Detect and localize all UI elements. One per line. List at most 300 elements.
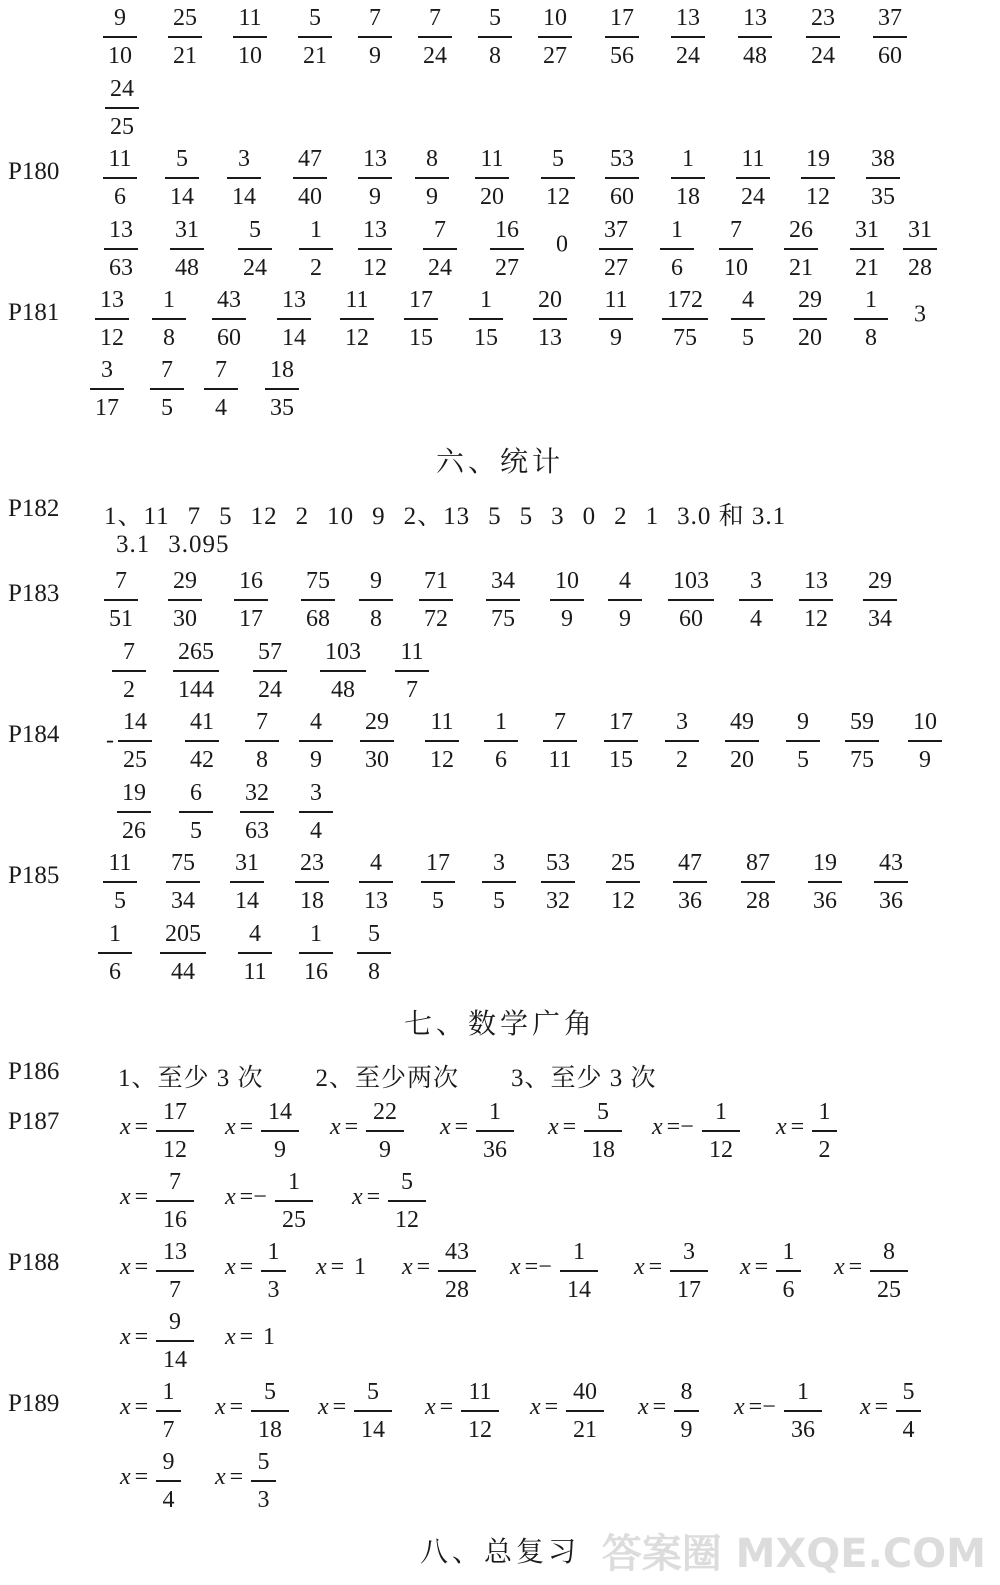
- denominator: 21: [789, 254, 813, 281]
- fraction-answer: [218, 0, 282, 74]
- numerator: 11: [480, 146, 504, 172]
- denominator: 72: [424, 605, 448, 632]
- numerator: 103: [325, 639, 361, 665]
- equation-lhs: x =: [860, 1394, 889, 1420]
- denominator: 60: [610, 183, 634, 210]
- fraction-answer: [471, 563, 535, 637]
- denominator: 8: [489, 42, 501, 69]
- numerator: 9: [162, 1449, 175, 1475]
- fraction-answer: [408, 212, 472, 286]
- numerator: 10: [543, 5, 567, 31]
- denominator: 24: [428, 254, 452, 281]
- equation-fraction: [251, 1374, 289, 1448]
- equation-lhs: x =−: [652, 1114, 694, 1140]
- denominator: 12: [546, 183, 570, 210]
- equation-lhs: x =−: [510, 1254, 552, 1280]
- equation-fraction: [156, 1304, 194, 1378]
- page-label-p180: P180: [8, 158, 60, 185]
- denominator: 5: [742, 324, 754, 351]
- numerator: 5: [257, 1449, 270, 1475]
- denominator: 12: [611, 887, 635, 914]
- numerator: 40: [573, 1379, 597, 1405]
- numerator: 49: [730, 709, 754, 735]
- fraction-answer: [153, 0, 217, 74]
- numerator: 265: [178, 639, 214, 665]
- numerator: 9: [169, 1309, 181, 1335]
- fraction-answer: [97, 634, 161, 708]
- fraction-answer: [658, 845, 722, 919]
- equation-fraction: [896, 1374, 921, 1448]
- numerator: 14: [123, 709, 147, 735]
- stat-answer: 7: [187, 503, 202, 530]
- denominator: 11: [243, 958, 267, 985]
- stat-answer: 5: [488, 503, 502, 530]
- denominator: 10: [238, 42, 262, 69]
- numerator: 71: [424, 568, 448, 594]
- numerator: 11: [468, 1379, 492, 1405]
- denominator: 12: [163, 1136, 187, 1163]
- denominator: 14: [232, 183, 256, 210]
- denominator: 4: [902, 1416, 915, 1443]
- numerator: 31: [235, 850, 259, 876]
- denominator: 34: [171, 887, 195, 914]
- equation-fraction: [776, 1234, 801, 1308]
- denominator: 9: [610, 324, 622, 351]
- denominator: 40: [298, 183, 322, 210]
- fraction-answer: [389, 282, 453, 356]
- fraction-answer: [848, 563, 912, 637]
- math-corner-answer: 2、至少两次: [315, 1065, 460, 1092]
- numerator: 34: [491, 568, 515, 594]
- fraction-answer: [403, 0, 467, 74]
- denominator: 68: [306, 605, 330, 632]
- fraction-answer: [380, 634, 444, 708]
- fraction-answer: [584, 282, 648, 356]
- numerator: 43: [879, 850, 903, 876]
- denominator: 25: [282, 1206, 306, 1233]
- integer-value: 1: [354, 1254, 366, 1280]
- fraction-answer: [150, 141, 214, 215]
- numerator: 3: [676, 709, 688, 735]
- numerator: 25: [611, 850, 635, 876]
- denominator: 17: [95, 394, 119, 421]
- numerator: 53: [610, 146, 634, 172]
- numerator: 19: [806, 146, 830, 172]
- denominator: 12: [709, 1136, 733, 1163]
- numerator: 1: [109, 921, 121, 947]
- denominator: 36: [791, 1416, 815, 1443]
- stat-answer: 2: [295, 503, 310, 530]
- stat-answer: 2: [614, 503, 628, 530]
- numerator: 11: [238, 5, 262, 31]
- numerator: 22: [373, 1099, 397, 1125]
- denominator: 6: [495, 746, 507, 773]
- fraction-answer: [197, 282, 261, 356]
- equation-lhs: x =: [548, 1114, 577, 1140]
- equation-fraction: [584, 1094, 622, 1168]
- numerator: 1: [288, 1169, 300, 1195]
- fraction-answer: [283, 0, 347, 74]
- numerator: 16: [495, 217, 519, 243]
- denominator: 35: [270, 394, 294, 421]
- equation-fraction: [261, 1234, 286, 1308]
- fraction-answer: [225, 775, 289, 849]
- denominator: 10: [108, 42, 132, 69]
- numerator: 13: [804, 568, 828, 594]
- numerator: 11: [345, 287, 369, 313]
- denominator: 3: [267, 1276, 280, 1303]
- numerator: 5: [597, 1099, 609, 1125]
- numerator: 205: [165, 921, 201, 947]
- denominator: 21: [573, 1416, 597, 1443]
- equation-lhs: x =: [225, 1324, 254, 1350]
- denominator: 2: [310, 254, 322, 281]
- denominator: 9: [561, 605, 573, 632]
- section-heading-math-corner: 七、数学广角: [403, 1007, 596, 1040]
- denominator: 12: [806, 183, 830, 210]
- numerator: 7: [429, 5, 441, 31]
- fraction-answer: [151, 845, 215, 919]
- numerator: 11: [430, 709, 454, 735]
- fraction-answer: [88, 845, 152, 919]
- equation-fraction: [566, 1374, 604, 1448]
- stat-answer: 3: [551, 503, 565, 530]
- fraction-answer: [460, 141, 524, 215]
- stat-answer: 3.1: [116, 531, 151, 558]
- equation-lhs: x =: [638, 1394, 667, 1420]
- numerator: 20: [538, 287, 562, 313]
- denominator: 32: [546, 887, 570, 914]
- fraction-answer: [830, 704, 894, 778]
- p181-integer-answer: 3: [914, 301, 926, 328]
- fraction-answer: [793, 845, 857, 919]
- numerator: 25: [173, 5, 197, 31]
- numerator: 29: [798, 287, 822, 313]
- numerator: 7: [215, 357, 227, 383]
- denominator: 15: [474, 324, 498, 351]
- fraction-answer: [278, 141, 342, 215]
- equation-lhs: x =: [318, 1394, 347, 1420]
- denominator: 14: [163, 1346, 187, 1373]
- denominator: 20: [730, 746, 754, 773]
- denominator: 26: [122, 817, 146, 844]
- fraction-answer: [589, 704, 653, 778]
- fraction-answer: [710, 704, 774, 778]
- numerator: 14: [268, 1099, 292, 1125]
- denominator: 12: [430, 746, 454, 773]
- denominator: 21: [303, 42, 327, 69]
- denominator: 12: [468, 1416, 492, 1443]
- fraction-answer: [343, 0, 407, 74]
- fraction-answer: [164, 775, 228, 849]
- denominator: 17: [239, 605, 263, 632]
- fraction-answer: [410, 704, 474, 778]
- denominator: 5: [190, 817, 202, 844]
- denominator: 14: [567, 1276, 591, 1303]
- denominator: 30: [365, 746, 389, 773]
- denominator: 9: [379, 1136, 391, 1163]
- stat-answer: 9: [372, 503, 386, 530]
- equation-fraction: [812, 1094, 837, 1168]
- equation-fraction: [275, 1164, 313, 1238]
- denominator: 16: [304, 958, 328, 985]
- numerator: 3: [750, 568, 762, 594]
- numerator: 7: [730, 217, 742, 243]
- numerator: 11: [604, 287, 628, 313]
- page-label-p189: P189: [8, 1390, 60, 1417]
- fraction-answer: [650, 704, 714, 778]
- numerator: 31: [175, 217, 199, 243]
- equation-lhs: x =: [215, 1394, 244, 1420]
- numerator: 24: [110, 76, 134, 102]
- page-label-p185: P185: [8, 862, 60, 889]
- numerator: 11: [108, 146, 132, 172]
- numerator: 9: [797, 709, 809, 735]
- denominator: 5: [161, 394, 173, 421]
- fraction-answer: [153, 563, 217, 637]
- fraction-answer: [311, 634, 375, 708]
- numerator: 6: [190, 780, 202, 806]
- numerator: 10: [555, 568, 579, 594]
- fraction-answer: [284, 775, 348, 849]
- equation-lhs: x =: [530, 1394, 559, 1420]
- numerator: 1: [818, 1099, 831, 1125]
- numerator: 3: [683, 1239, 695, 1265]
- numerator: 43: [445, 1239, 469, 1265]
- fraction-answer: [454, 282, 518, 356]
- numerator: 3: [493, 850, 505, 876]
- section-heading-statistics: 六、统计: [435, 445, 564, 478]
- stat-answer: 5: [519, 503, 534, 530]
- denominator: 24: [676, 42, 700, 69]
- numerator: 1: [573, 1239, 585, 1265]
- numerator: 8: [883, 1239, 895, 1265]
- numerator: 5: [902, 1379, 915, 1405]
- fraction-answer: [223, 916, 287, 990]
- denominator: 18: [676, 183, 700, 210]
- fraction-answer: [280, 845, 344, 919]
- denominator: 9: [426, 183, 438, 210]
- denominator: 6: [782, 1276, 795, 1303]
- denominator: 7: [162, 1416, 175, 1443]
- page-label-p188: P188: [8, 1249, 60, 1276]
- denominator: 6: [109, 958, 121, 985]
- fraction-answer: [80, 282, 144, 356]
- equation-fraction: [156, 1094, 194, 1168]
- denominator: 8: [256, 746, 268, 773]
- numerator: 5: [368, 921, 380, 947]
- numerator: 32: [245, 780, 269, 806]
- fraction-answer: [137, 282, 201, 356]
- fraction-answer: [771, 704, 835, 778]
- numerator: 7: [115, 568, 127, 594]
- fraction-answer: [716, 282, 780, 356]
- fraction-answer: [83, 916, 147, 990]
- equation-lhs: x =: [316, 1254, 345, 1280]
- denominator: 24: [258, 676, 282, 703]
- denominator: 63: [109, 254, 133, 281]
- denominator: 6: [114, 183, 126, 210]
- denominator: 12: [804, 605, 828, 632]
- fraction-answer: [284, 916, 348, 990]
- fraction-answer: [584, 212, 648, 286]
- numerator: 17: [163, 1099, 187, 1125]
- equation-lhs: x =: [440, 1114, 469, 1140]
- numerator: 41: [190, 709, 214, 735]
- numerator: 1: [671, 217, 683, 243]
- fraction-answer: [653, 282, 717, 356]
- fraction-answer: [284, 212, 348, 286]
- denominator: 9: [369, 183, 381, 210]
- denominator: 36: [483, 1136, 507, 1163]
- fraction-answer: [839, 282, 903, 356]
- denominator: 2: [818, 1136, 831, 1163]
- p182-answers-line2: [116, 531, 248, 559]
- numerator: 3: [238, 146, 250, 172]
- numerator: 8: [680, 1379, 693, 1405]
- equation-fraction: [476, 1094, 514, 1168]
- fraction-answer: [75, 352, 139, 426]
- denominator: 36: [678, 887, 702, 914]
- denominator: 9: [619, 605, 631, 632]
- fraction-answer: [645, 212, 709, 286]
- fraction-answer: [212, 141, 276, 215]
- denominator: 44: [171, 958, 195, 985]
- fraction-answer: [90, 71, 154, 145]
- numerator: 103: [673, 568, 709, 594]
- denominator: 9: [919, 746, 931, 773]
- fraction-answer: [406, 845, 470, 919]
- numerator: 7: [369, 5, 381, 31]
- fraction-answer: [342, 916, 406, 990]
- denominator: 60: [217, 324, 241, 351]
- page-label-p184: P184: [8, 721, 60, 748]
- numerator: 47: [678, 850, 702, 876]
- numerator: 13: [282, 287, 306, 313]
- fraction-answer: [591, 845, 655, 919]
- denominator: 15: [609, 746, 633, 773]
- fraction-answer: [859, 845, 923, 919]
- equation-fraction: [674, 1374, 699, 1448]
- numerator: 13: [109, 217, 133, 243]
- fraction-answer: [467, 845, 531, 919]
- equation-fraction: [784, 1374, 822, 1448]
- fraction-answer: [469, 704, 533, 778]
- fraction-answer: [724, 563, 788, 637]
- stat-answer: 3.0 和 3.1: [677, 503, 787, 530]
- fraction-answer: [325, 282, 389, 356]
- denominator: 51: [109, 605, 133, 632]
- denominator: 12: [363, 254, 387, 281]
- numerator: 9: [370, 568, 382, 594]
- fraction-answer: [89, 563, 153, 637]
- numerator: 31: [855, 217, 879, 243]
- denominator: 9: [680, 1416, 693, 1443]
- denominator: 28: [445, 1276, 469, 1303]
- numerator: 4: [310, 709, 322, 735]
- numerator: 5: [489, 5, 501, 31]
- denominator: 13: [364, 887, 388, 914]
- numerator: 29: [365, 709, 389, 735]
- fraction-answer: [343, 141, 407, 215]
- numerator: 19: [122, 780, 146, 806]
- denominator: 8: [163, 324, 175, 351]
- equation-fraction: [354, 1374, 392, 1448]
- numerator: 17: [610, 5, 634, 31]
- numerator: 23: [811, 5, 835, 31]
- fraction-answer: [888, 212, 952, 286]
- denominator: 13: [538, 324, 562, 351]
- fraction-answer: [164, 634, 228, 708]
- fraction-answer: [475, 212, 539, 286]
- numerator: 1: [797, 1379, 809, 1405]
- denominator: 48: [331, 676, 355, 703]
- denominator: 9: [310, 746, 322, 773]
- numerator: 17: [609, 709, 633, 735]
- denominator: 18: [258, 1416, 282, 1443]
- numerator: 29: [173, 568, 197, 594]
- equation-fraction: [670, 1234, 708, 1308]
- numerator: 7: [434, 217, 446, 243]
- denominator: 24: [423, 42, 447, 69]
- numerator: 5: [552, 146, 564, 172]
- numerator: 1: [310, 217, 322, 243]
- numerator: 17: [426, 850, 450, 876]
- equation-lhs: x =: [634, 1254, 663, 1280]
- fraction-answer: [219, 563, 283, 637]
- p186-answers: [118, 1058, 709, 1094]
- fraction-answer: [593, 563, 657, 637]
- equation-fraction: [251, 1444, 276, 1518]
- site-watermark: 答案圈 MXQE.COM: [601, 1531, 986, 1577]
- denominator: 14: [170, 183, 194, 210]
- denominator: 48: [175, 254, 199, 281]
- denominator: 14: [282, 324, 306, 351]
- numerator: 1: [267, 1239, 280, 1265]
- numerator: 172: [667, 287, 703, 313]
- math-corner-answer: 1、至少 3 次: [118, 1065, 264, 1092]
- numerator: 1: [480, 287, 492, 313]
- fraction-answer: [656, 141, 720, 215]
- denominator: 9: [369, 42, 381, 69]
- denominator: 27: [604, 254, 628, 281]
- denominator: 63: [245, 817, 269, 844]
- denominator: 20: [798, 324, 822, 351]
- fraction-answer: [88, 141, 152, 215]
- equation-lhs: x =: [352, 1184, 381, 1210]
- equation-lhs: x =: [225, 1254, 254, 1280]
- numerator: 13: [363, 146, 387, 172]
- denominator: 24: [811, 42, 835, 69]
- p182-answers-line1: [104, 496, 804, 532]
- denominator: 28: [908, 254, 932, 281]
- fraction-answer: [463, 0, 527, 74]
- numerator: 7: [169, 1169, 181, 1195]
- fraction-answer: [721, 141, 785, 215]
- equation-lhs: x =: [425, 1394, 454, 1420]
- numerator: 11: [400, 639, 424, 665]
- numerator: 17: [409, 287, 433, 313]
- numerator: 1: [782, 1239, 795, 1265]
- stat-answer: 10: [327, 503, 355, 530]
- equation-fraction: [870, 1234, 908, 1308]
- numerator: 1: [682, 146, 694, 172]
- integer-value: 1: [263, 1324, 275, 1350]
- denominator: 7: [406, 676, 418, 703]
- numerator: 5: [309, 5, 321, 31]
- numerator: 13: [743, 5, 767, 31]
- fraction-answer: [723, 0, 787, 74]
